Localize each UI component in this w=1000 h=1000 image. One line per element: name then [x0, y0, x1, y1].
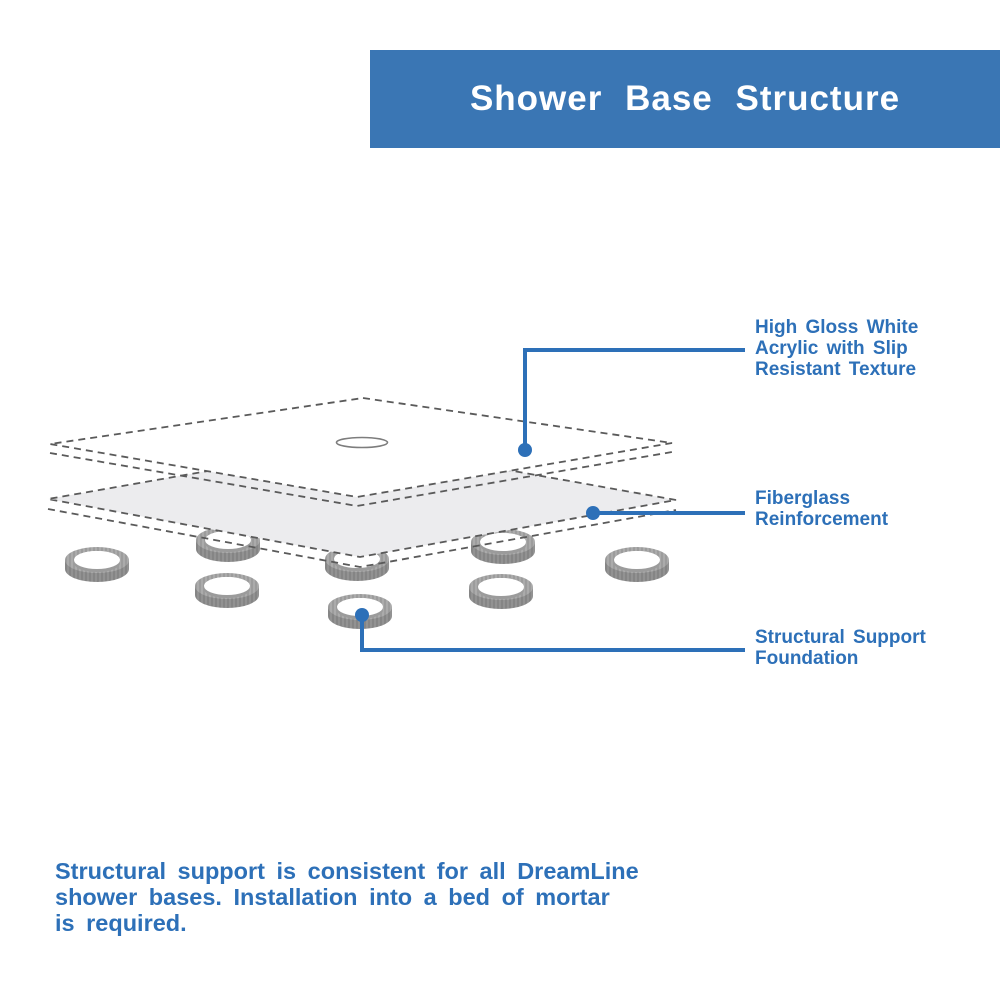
support-ring — [469, 574, 533, 609]
leader-line-support — [362, 615, 745, 650]
callout-line: High Gloss White — [755, 317, 919, 338]
footer-line: shower bases. Installation into a bed of mortar — [55, 884, 610, 910]
drain-ellipse — [337, 438, 388, 448]
support-ring — [195, 573, 259, 608]
callout-line: Reinforcement — [755, 509, 889, 530]
callout-line: Resistant Texture — [755, 359, 917, 380]
leader-dot-acrylic — [518, 443, 532, 457]
callout-line: Acrylic with Slip — [755, 338, 908, 359]
callout-acrylic — [755, 317, 918, 380]
leader-dot-fiberglass — [586, 506, 600, 520]
callout-fiberglass — [755, 488, 888, 530]
leader-support — [355, 608, 745, 650]
support-ring — [65, 547, 129, 582]
footer-note — [55, 858, 639, 936]
footer-line: Structural support is consistent for all DreamLine — [55, 858, 639, 884]
callout-support — [755, 627, 926, 669]
support-ring — [605, 547, 669, 582]
callout-line: Structural Support — [755, 627, 926, 648]
callout-line: Foundation — [755, 648, 859, 669]
callout-line: Fiberglass — [755, 488, 851, 509]
footer-line: is required. — [55, 910, 187, 936]
page-title: Shower Base Structure — [469, 79, 901, 118]
leader-dot-support — [355, 608, 369, 622]
